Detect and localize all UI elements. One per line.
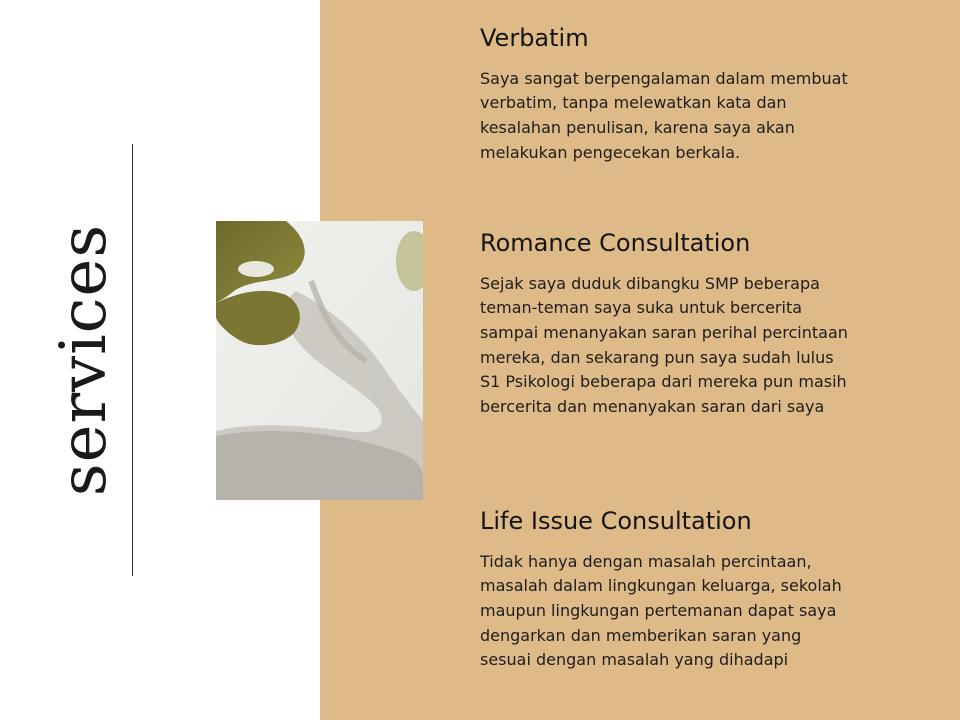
vertical-divider xyxy=(132,144,133,576)
service-description: Sejak saya duduk dibangku SMP beberapa teman-teman saya suka untuk bercerita sampai menanyakan saran perihal percintaan mereka, dan sekarang pun saya sudah lulus S1 Psikologi beberapa dari mereka pun masih bercerita dan menanyakan saran dari saya xyxy=(480,273,848,416)
leaf-photo-icon xyxy=(216,221,423,500)
service-title: Verbatim xyxy=(480,24,589,52)
leaf-shadow-photo xyxy=(216,221,423,500)
service-life-issue-consultation xyxy=(480,507,852,673)
service-description: Saya sangat berpengalaman dalam membuat verbatim, tanpa melewatkan kata dan kesalahan penulisan, karena saya akan melakukan pengecekan berkala. xyxy=(480,68,848,162)
service-description: Tidak hanya dengan masalah percintaan, masalah dalam lingkungan keluarga, sekolah maupun lingkungan pertemanan dapat saya dengarkan dan memberikan saran yang sesuai dengan masalah yang dihadapi xyxy=(480,551,842,670)
service-title: Life Issue Consultation xyxy=(480,507,752,535)
service-title: Romance Consultation xyxy=(480,229,751,257)
page-title: services xyxy=(47,223,121,497)
service-verbatim xyxy=(480,24,852,165)
service-romance-consultation xyxy=(480,229,852,419)
